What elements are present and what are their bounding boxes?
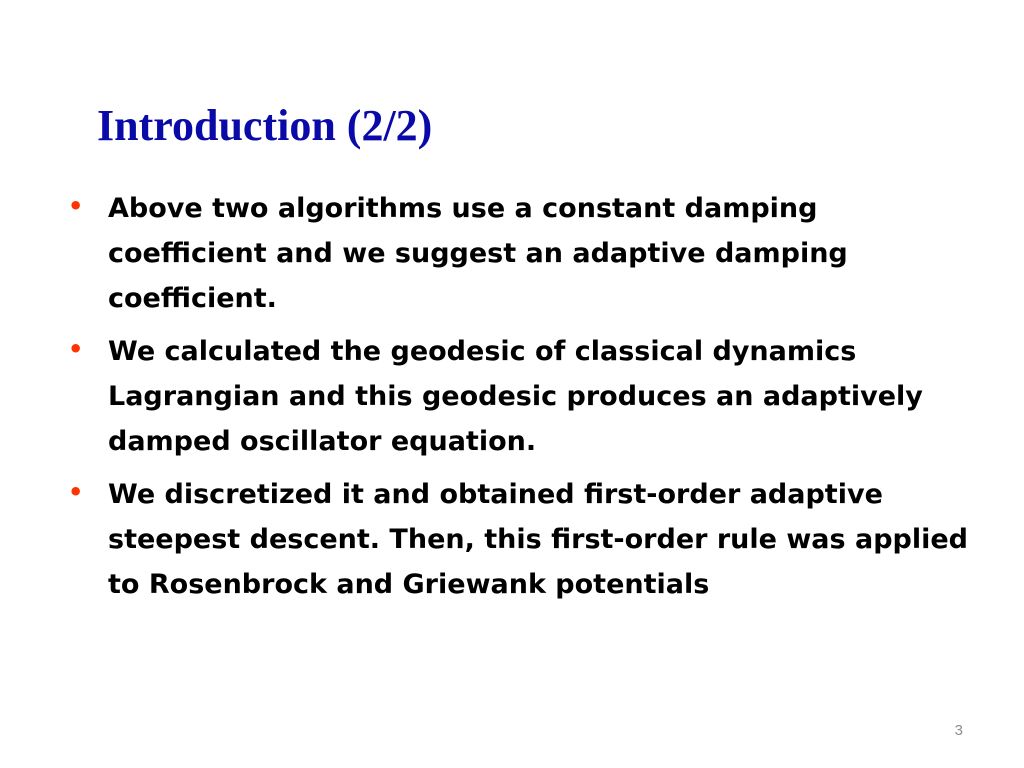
bullet-marker-icon: • [68,335,84,363]
bullet-text: We discretized it and obtained first-order adaptive steepest descent. Then, this first-order rule was applied to Rosenbrock and Griewank potentials [108,479,969,600]
slide-title: Introduction (2/2) [97,101,433,150]
bullet-text: We calculated the geodesic of classical dynamics Lagrangian and this geodesic produces an adaptively damped oscillator equation. [108,336,923,457]
page-number: 3 [954,722,963,739]
bullet-marker-icon: • [68,478,84,506]
bullet-marker-icon: • [68,192,84,220]
bullet-item-2 [68,329,968,464]
bullet-item-1 [68,186,968,321]
bullet-list [68,186,968,615]
bullet-text: Above two algorithms use a constant damping coefficient and we suggest an adaptive damping coefficient. [108,193,848,314]
bullet-item-3 [68,472,968,607]
